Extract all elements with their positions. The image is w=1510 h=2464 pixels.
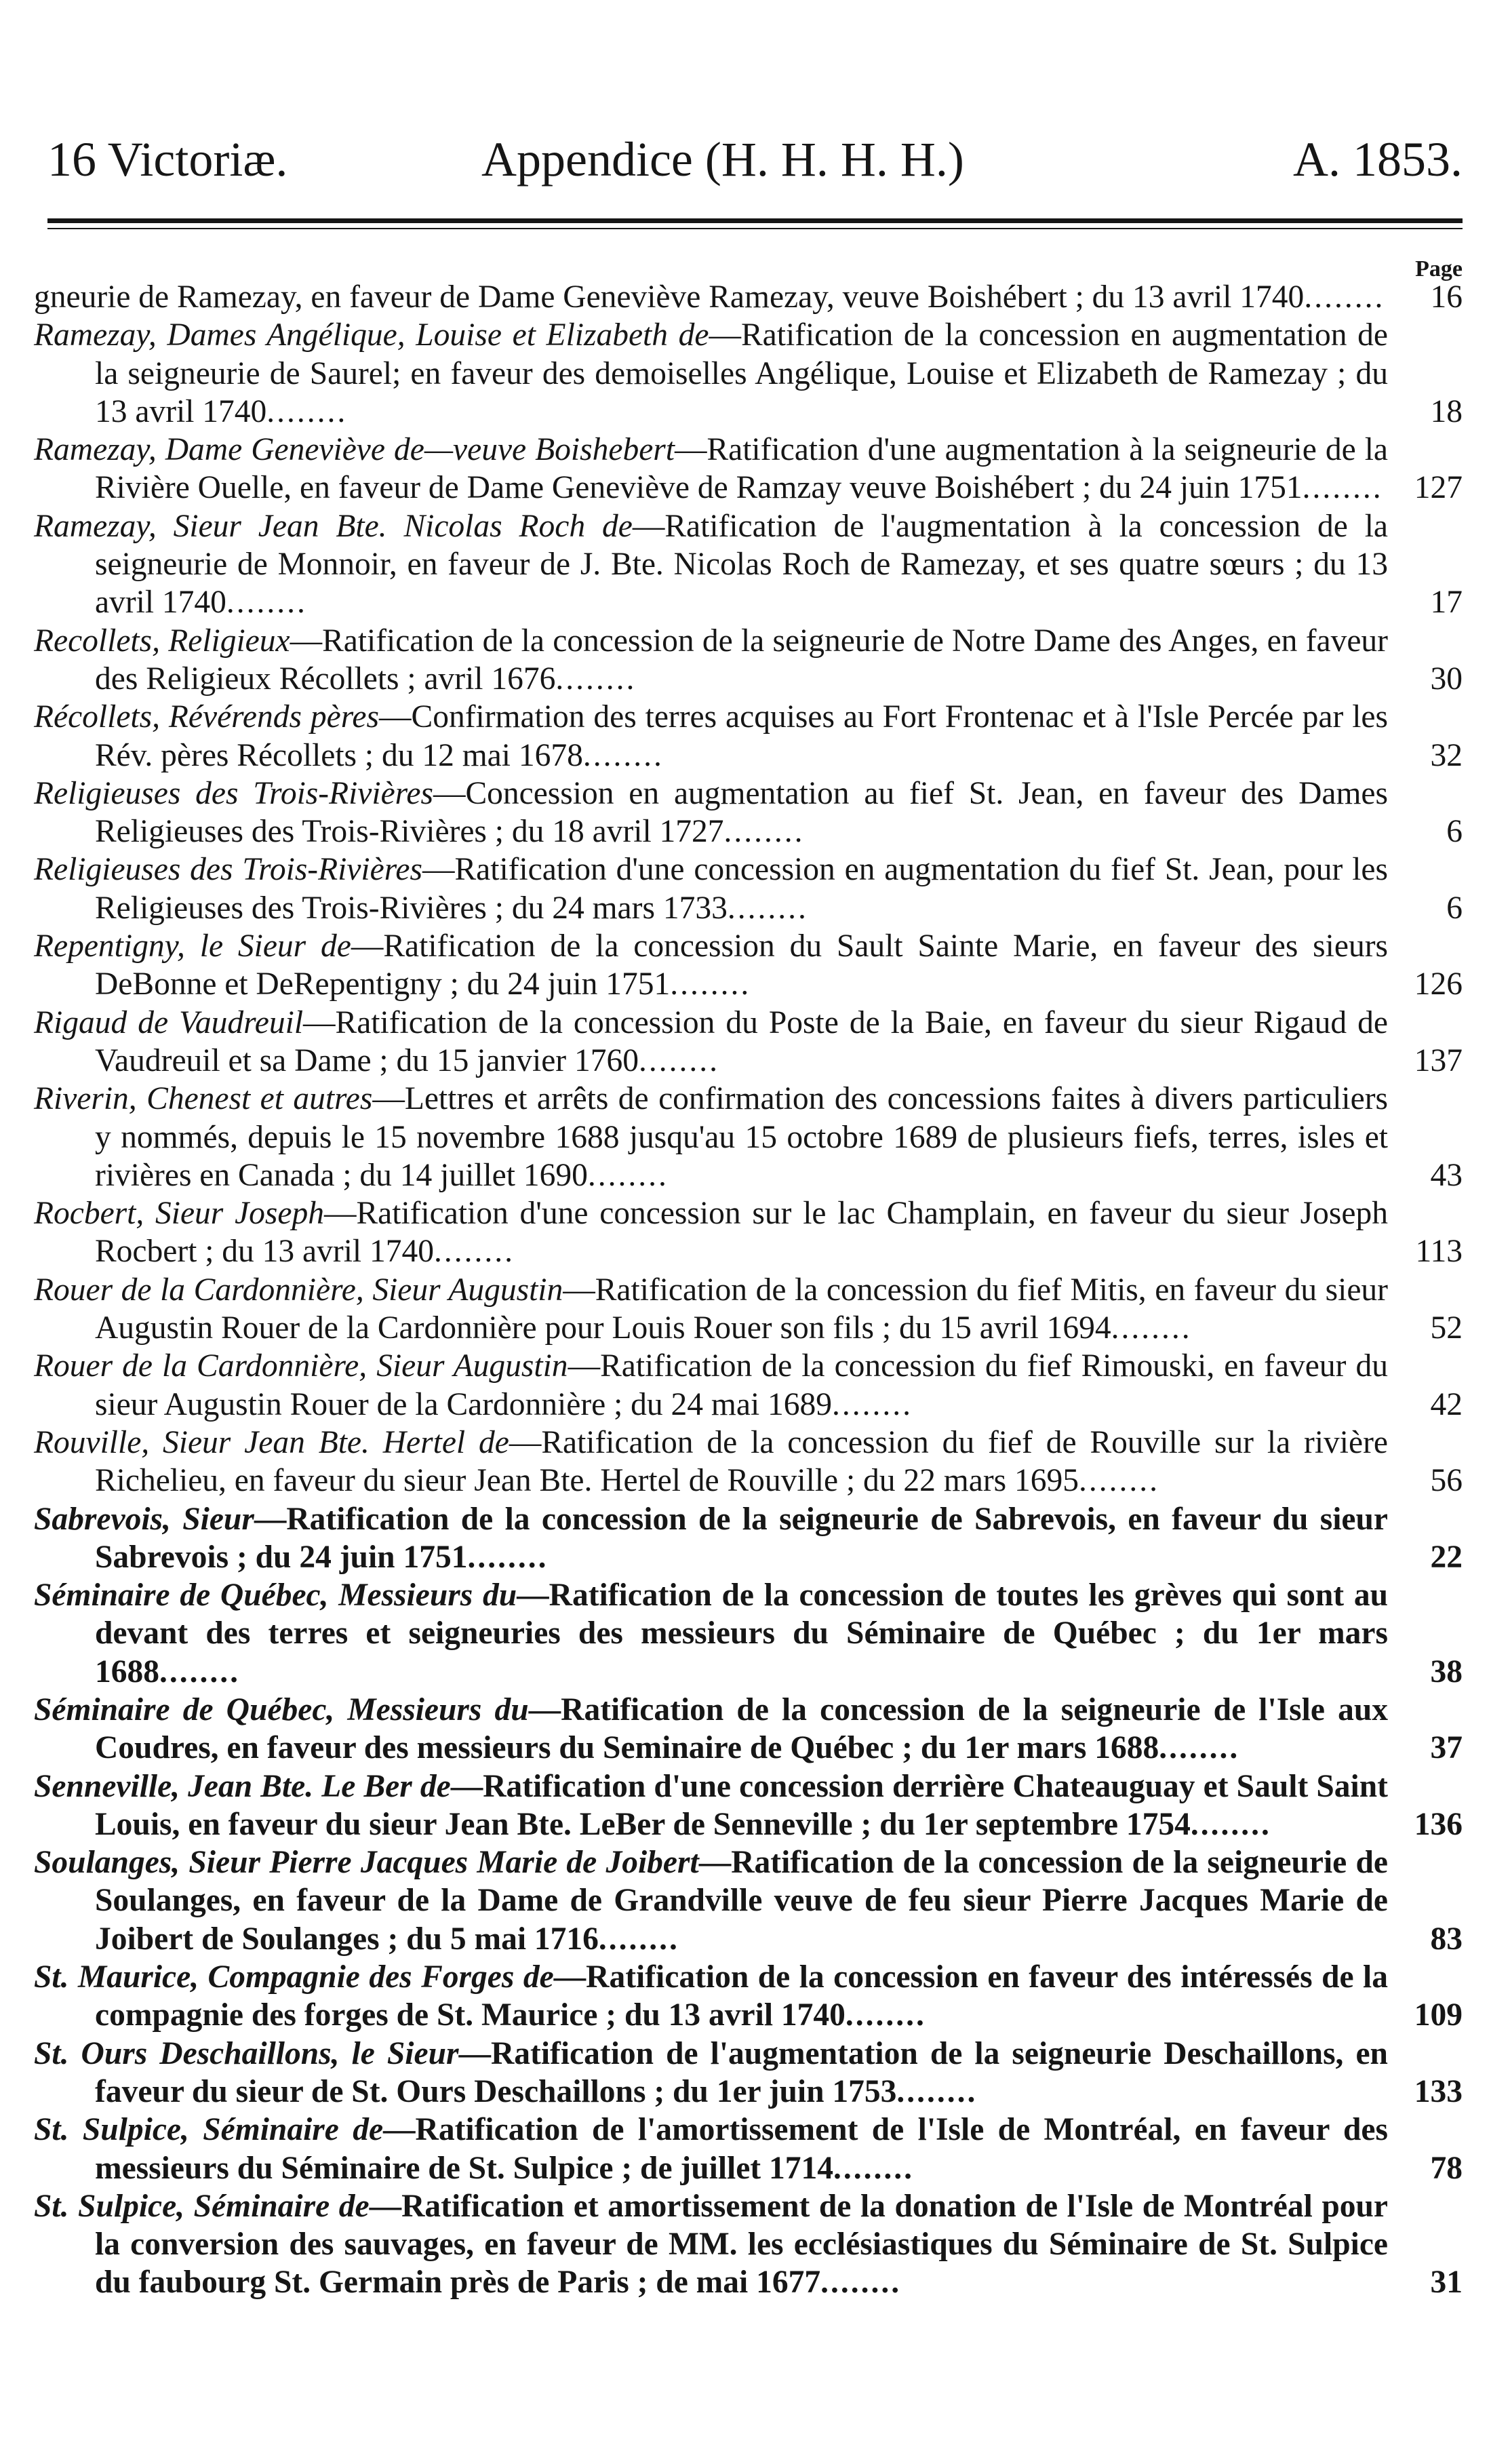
entry-page-number: 113 <box>1415 1234 1463 1270</box>
entry-page-number: 78 <box>1430 2150 1463 2186</box>
index-entry <box>34 1347 1463 1424</box>
index-entry <box>34 927 1463 1004</box>
dot-leader: ........ <box>723 814 805 850</box>
index-entry <box>34 775 1463 851</box>
entry-text: —Lettres et arrêts de confirmation des concessions faites à divers particuliers y nommés, depuis le 15 novembre 1688 jusqu'au 15 octobre 1689 de plusieurs fiefs, terres, isles et rivières en Canada ; du 14 juillet 1690 <box>95 1081 1389 1193</box>
entry-text: —Ratification de la concession de la seigneurie de Notre Dame des Anges, en faveur des Religieux Récollets ; avril 1676 <box>95 623 1388 697</box>
entry-name: Riverin, Chenest et autres <box>34 1081 373 1117</box>
index-entries <box>34 278 1463 2302</box>
index-entry <box>34 622 1463 699</box>
entry-text: gneurie de Ramezay, en faveur de Dame Geneviève Ramezay, veuve Boishébert ; du 13 avril 1740 <box>34 279 1305 315</box>
dot-leader: ........ <box>433 1234 515 1270</box>
entry-page-number: 32 <box>1430 737 1463 773</box>
entry-name: Séminaire de Québec, Messieurs du <box>34 1578 517 1614</box>
entry-page-number: 22 <box>1430 1539 1463 1575</box>
entry-name: St. Ours Deschaillons, le Sieur <box>34 2035 459 2071</box>
entry-name: St. Sulpice, Séminaire de <box>34 2112 384 2148</box>
dot-leader: ........ <box>266 393 348 429</box>
header-rule-thin <box>47 228 1463 229</box>
entry-name: St. Sulpice, Séminaire de <box>34 2188 370 2224</box>
dot-leader: ........ <box>896 2073 978 2109</box>
index-entry <box>34 850 1463 927</box>
entry-name: Senneville, Jean Bte. Le Ber de <box>34 1768 451 1804</box>
index-entry <box>34 316 1463 431</box>
dot-leader: ........ <box>1302 470 1383 506</box>
entry-name: Soulanges, Sieur Pierre Jacques Marie de Joibert <box>34 1845 699 1881</box>
dot-leader: ........ <box>833 2150 914 2186</box>
entry-page-number: 16 <box>1430 279 1463 315</box>
entry-name: Recollets, Religieux <box>34 623 290 659</box>
entry-name: Rigaud de Vaudreuil <box>34 1004 304 1040</box>
index-entry <box>34 2035 1463 2111</box>
index-entry <box>34 431 1463 507</box>
entry-page-number: 43 <box>1430 1157 1463 1193</box>
header-rule-thick <box>47 218 1463 223</box>
entry-page-number: 6 <box>1446 890 1463 926</box>
entry-name: Religieuses des Trois-Rivières <box>34 852 422 888</box>
dot-leader: ........ <box>1304 279 1385 315</box>
index-entry <box>34 2187 1463 2302</box>
entry-name: Récollets, Révérends pères <box>34 699 380 735</box>
entry-page-number: 52 <box>1430 1310 1463 1346</box>
index-entry <box>34 1194 1463 1271</box>
entry-page-number: 137 <box>1414 1042 1463 1078</box>
entry-text: —Ratification et amortissement de la donation de l'Isle de Montréal pour la conversion des sauvages, en faveur de MM. les ecclésiastiques du Séminaire de St. Sulpice du faubourg St. Germain près de Paris ; de mai 1677 <box>95 2188 1389 2301</box>
entry-name: Rouer de la Cardonnière, Sieur Augustin <box>34 1348 568 1384</box>
entry-text: —Ratification de la concession du Poste de la Baie, en faveur du sieur Rigaud de Vaudreuil et sa Dame ; du 15 janvier 1760 <box>95 1004 1388 1078</box>
index-entry <box>34 698 1463 775</box>
dot-leader: ........ <box>226 585 307 621</box>
entry-page-number: 37 <box>1430 1730 1463 1766</box>
index-entry <box>34 278 1463 316</box>
index-entry <box>34 1080 1463 1194</box>
dot-leader: ........ <box>670 966 751 1002</box>
dot-leader: ........ <box>845 1997 926 2033</box>
entry-name: Ramezay, Dames Angélique, Louise et Elizabeth de <box>34 317 709 353</box>
entry-name: Séminaire de Québec, Messieurs du <box>34 1691 529 1727</box>
dot-leader: ........ <box>727 890 808 926</box>
dot-leader: ........ <box>598 1921 679 1957</box>
entry-name: St. Maurice, Compagnie des Forges de <box>34 1959 554 1995</box>
dot-leader: ........ <box>159 1654 240 1689</box>
entry-name: Sabrevois, Sieur <box>34 1501 254 1537</box>
index-entry <box>34 1271 1463 1348</box>
entry-text: —Ratification de la concession de toutes les grèves qui sont au devant des terres et seigneuries des messieurs du Séminaire de Québec ; du 1er mars 1688 <box>95 1578 1388 1689</box>
entry-page-number: 83 <box>1430 1921 1463 1957</box>
entry-text: —Confirmation des terres acquises au Fort Frontenac et à l'Isle Percée par les Rév. pères Récollets ; du 12 mai 1678 <box>95 699 1388 773</box>
entry-name: Rouer de la Cardonnière, Sieur Augustin <box>34 1272 563 1308</box>
dot-leader: ........ <box>582 737 664 773</box>
entry-name: Religieuses des Trois-Rivières <box>34 775 433 811</box>
entry-text: —Concession en augmentation au fief St. Jean, en faveur des Dames Religieuses des Trois-Rivières ; du 18 avril 1727 <box>95 775 1388 850</box>
entry-text: —Ratification de l'augmentation de la seigneurie Deschaillons, en faveur du sieur de St. Ours Deschaillons ; du 1er juin 1753 <box>95 2035 1388 2109</box>
entry-text: —Ratification de l'augmentation à la concession de la seigneurie de Monnoir, en faveur de J. Bte. Nicolas Roch de Ramezay, et ses quatre sœurs ; du 13 avril 1740 <box>95 508 1389 621</box>
entry-name: Ramezay, Sieur Jean Bte. Nicolas Roch de <box>34 508 633 544</box>
entry-text: —Ratification de la concession de la seigneurie de l'Isle aux Coudres, en faveur des messieurs du Seminaire de Québec ; du 1er mars 1688 <box>95 1691 1388 1766</box>
index-entry <box>34 1576 1463 1691</box>
page-column-label: Page <box>1415 256 1463 281</box>
index-entry <box>34 1843 1463 1958</box>
header-appendix: Appendice (H. H. H. H.) <box>481 132 964 187</box>
entry-text: —Ratification d'une concession derrière Chateauguay et Sault Saint Louis, en faveur du sieur Jean Bte. LeBer de Senneville ; du 1er septembre 1754 <box>95 1768 1388 1842</box>
index-entry <box>34 2111 1463 2187</box>
dot-leader: ........ <box>1079 1463 1159 1499</box>
entry-page-number: 31 <box>1430 2265 1463 2301</box>
dot-leader: ........ <box>639 1042 720 1078</box>
entry-text: —Ratification de la concession de la seigneurie de Soulanges, en faveur de la Dame de Grandville veuve de feu sieur Pierre Jacques Marie de Joibert de Soulanges ; du 5 mai 1716 <box>95 1845 1388 1957</box>
dot-leader: ........ <box>467 1539 549 1575</box>
entry-page-number: 30 <box>1430 661 1463 697</box>
index-entry <box>34 1500 1463 1577</box>
entry-text: —Ratification de la concession en augmentation de la seigneurie de Saurel; en faveur des demoiselles Angélique, Louise et Elizabeth de Ramezay ; du 13 avril 1740 <box>95 317 1388 429</box>
header-session: 16 Victoriæ. <box>47 132 288 187</box>
entry-page-number: 17 <box>1430 585 1463 621</box>
entry-page-number: 56 <box>1430 1463 1463 1499</box>
dot-leader: ........ <box>587 1157 669 1193</box>
entry-text: —Ratification de la concession du fief Mitis, en faveur du sieur Augustin Rouer de la Cardonnière pour Louis Rouer son fils ; du 15 avril 1694 <box>95 1272 1388 1346</box>
page-header <box>47 129 1463 190</box>
index-entry <box>34 1004 1463 1080</box>
entry-page-number: 126 <box>1414 966 1463 1002</box>
entry-page-number: 6 <box>1446 814 1463 850</box>
entry-text: —Ratification de la concession de la seigneurie de Sabrevois, en faveur du sieur Sabrevois ; du 24 juin 1751 <box>95 1501 1388 1575</box>
entry-text: —Ratification de l'amortissement de l'Isle de Montréal, en faveur des messieurs du Séminaire de St. Sulpice ; de juillet 1714 <box>95 2112 1388 2186</box>
dot-leader: ........ <box>1111 1310 1192 1346</box>
entry-text: —Ratification de la concession en faveur des intéressés de la compagnie des forges de St. Maurice ; du 13 avril 1740 <box>95 1959 1389 2033</box>
entry-page-number: 127 <box>1414 470 1463 506</box>
entry-page-number: 136 <box>1414 1806 1463 1842</box>
entry-name: Ramezay, Dame Geneviève de—veuve Boishebert <box>34 432 675 468</box>
entry-page-number: 38 <box>1430 1654 1463 1689</box>
header-year: A. 1853. <box>1293 132 1463 187</box>
entry-text: —Ratification de la concession du fief de Rouville sur la rivière Richelieu, en faveur du sieur Jean Bte. Hertel de Rouville ; du 22 mars 1695 <box>95 1424 1388 1499</box>
entry-page-number: 133 <box>1414 2073 1463 2109</box>
entry-text: —Ratification d'une augmentation à la seigneurie de la Rivière Ouelle, en faveur de Dame Geneviève de Ramzay veuve Boishébert ; du 24 juin 1751 <box>95 432 1388 506</box>
entry-name: Rouville, Sieur Jean Bte. Hertel de <box>34 1424 509 1460</box>
entry-name: Repentigny, le Sieur de <box>34 928 351 964</box>
index-entry <box>34 1424 1463 1500</box>
index-entry <box>34 1767 1463 1844</box>
entry-text: —Ratification d'une concession sur le lac Champlain, en faveur du sieur Joseph Rocbert ; du 13 avril 1740 <box>95 1196 1388 1270</box>
index-entry <box>34 1958 1463 2035</box>
entry-name: Rocbert, Sieur Joseph <box>34 1196 324 1232</box>
entry-page-number: 109 <box>1414 1997 1463 2033</box>
dot-leader: ........ <box>555 661 637 697</box>
entry-page-number: 42 <box>1430 1386 1463 1422</box>
dot-leader: ........ <box>1159 1730 1240 1766</box>
dot-leader: ........ <box>820 2265 902 2301</box>
entry-text: —Ratification de la concession du Sault Sainte Marie, en faveur des sieurs DeBonne et DeRepentigny ; du 24 juin 1751 <box>95 928 1388 1002</box>
index-entry <box>34 507 1463 622</box>
dot-leader: ........ <box>1190 1806 1271 1842</box>
entry-text: —Ratification d'une concession en augmentation du fief St. Jean, pour les Religieuses des Trois-Rivières ; du 24 mars 1733 <box>95 852 1388 926</box>
dot-leader: ........ <box>832 1386 913 1422</box>
entry-text: —Ratification de la concession du fief Rimouski, en faveur du sieur Augustin Rouer de la Cardonnière ; du 24 mai 1689 <box>95 1348 1388 1422</box>
entry-page-number: 18 <box>1430 393 1463 429</box>
index-entry <box>34 1691 1463 1767</box>
